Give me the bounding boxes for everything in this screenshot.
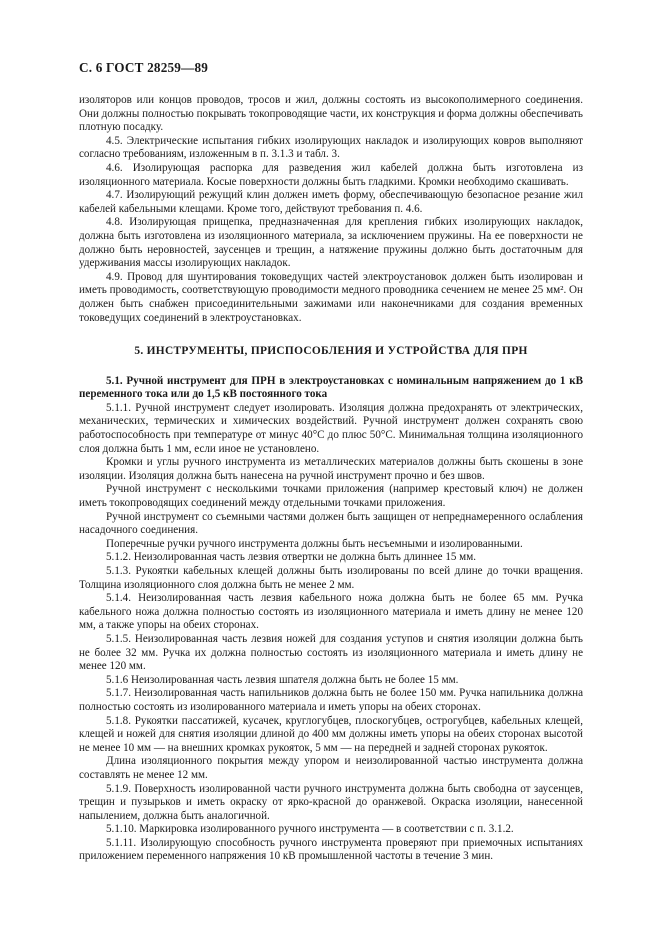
paragraph: Длина изоляционного покрытия между упором и неизолированной частью инструмента должна составлять не менее 12 мм. (79, 755, 583, 781)
paragraph: Кромки и углы ручного инструмента из металлических материалов должны быть скошены в зоне изоляции. Изоляция должна быть нанесена на ручной инструмент прочно и без швов. (79, 456, 583, 482)
paragraph: Поперечные ручки ручного инструмента должны быть несъемными и изолированными. (106, 537, 523, 550)
paragraph-continuation: изоляторов или концов проводов, тросов и жил, должны состоять из высокополимерного соединения. Они должны полностью покрывать токопроводящие части, их конструкция и форма должны обеспечивать плотную посадку. (79, 94, 583, 134)
paragraph: Ручной инструмент с несколькими точками приложения (например крестовый ключ) не должен иметь токопроводящих соединений между отдельными точками приложения. (79, 483, 583, 510)
paragraph-5-1-10: 5.1.10. Маркировка изолированного ручного инструмента — в соответствии с п. 3.1.2. (106, 823, 514, 836)
paragraph-4-7: 4.7. Изолирующий режущий клин должен иметь форму, обеспечивающую безопасное резание жил кабелей кабельными клещами. Кроме того, действуют требования п. 4.6. (79, 189, 583, 215)
paragraph-5-1-4: 5.1.4. Неизолированная часть лезвия кабельного ножа должна быть не более 65 мм. Ручка кабельного ножа должна полностью состоять из изоляционного материала и иметь длину не менее 120 мм, а также упоры на обеих сторонах. (79, 592, 583, 632)
subsection-title: 5.1. Ручной инструмент для ПРН в электроустановках с номинальным напряжением до 1 кВ переменного тока или до 1,5 кВ постоянного тока (79, 374, 583, 401)
paragraph-5-1-8: 5.1.8. Рукоятки пассатижей, кусачек, круглогубцев, плоскогубцев, острогубцев, кабельных клещей, клещей и ножей для снятия изоляции длиной до 400 мм должны иметь упоры на обеих сторонах высотой не менее 10 мм — на внешних кромках рукояток, 5 мм — на передней и задней сторонах рукояток. (79, 714, 583, 754)
paragraph-5-1-6: 5.1.6 Неизолированная часть лезвия шпателя должна быть не более 15 мм. (106, 673, 459, 686)
paragraph-5-1-9: 5.1.9. Поверхность изолированной части ручного инструмента должна быть свободна от заусенцев, трещин и пузырьков и иметь окраску от ярко-красной до оранжевой. Окраска изоляции, нанесенной напылением, должна быть аналогичной. (79, 782, 583, 822)
section-title: 5. ИНСТРУМЕНТЫ, ПРИСПОСОБЛЕНИЯ И УСТРОЙСТВА ДЛЯ ПРН (134, 345, 528, 358)
paragraph-4-8: 4.8. Изолирующая прищепка, предназначенная для крепления гибких изолирующих накладок, должна быть изготовлена из изоляционного материала, за исключением пружины. На ее поверхности не должно быть неровностей, заусенцев и трещин, а натяжение пружины должно быть достаточным для удерживания массы изолирующих накладок. (79, 216, 583, 270)
paragraph-4-5: 4.5. Электрические испытания гибких изолирующих накладок и изолирующих ковров выполняют согласно требованиям, изложенным в п. 3.1.3 и табл. 3. (79, 134, 583, 161)
paragraph-5-1-11: 5.1.11. Изолирующую способность ручного инструмента проверяют при приемочных испытаниях приложением переменного напряжения 10 кВ промышленной частоты в течение 3 мин. (79, 836, 583, 863)
paragraph-4-9: 4.9. Провод для шунтирования токоведущих частей электроустановок должен быть изолирован и иметь проводимость, соответствующую проводимости медного проводника сечением не менее 25 мм². Он должен быть снабжен присоединительными зажимами или наконечниками для создания временных токоведущих соединений в электроустановках. (79, 270, 583, 324)
paragraph: Ручной инструмент со съемными частями должен быть защищен от непреднамеренного ослабления насадочного соединения. (79, 510, 583, 537)
paragraph-5-1-1: 5.1.1. Ручной инструмент следует изолировать. Изоляция должна предохранять от электрических, механических, термических и химических воздействий. Ручной инструмент должен сохранять свою работоспособность при температуре от минус 40°С до плюс 50°С. Минимальная толщина изоляционного слоя должна быть 1 мм, если иное не установлено. (79, 401, 583, 455)
paragraph-5-1-7: 5.1.7. Неизолированная часть напильников должна быть не более 150 мм. Ручка напильника должна полностью состоять из изолированного материала и иметь упоры на обеих сторонах. (79, 687, 583, 713)
paragraph-4-6: 4.6. Изолирующая распорка для разведения жил кабелей должна быть изготовлена из изоляционного материала. Косые поверхности должны быть гладкими. Кромки необходимо скашивать. (79, 161, 583, 188)
paragraph-5-1-5: 5.1.5. Неизолированная часть лезвия ножей для создания уступов и снятия изоляции должна быть не более 32 мм. Ручка их должна полностью состоять из изоляционного материала и иметь длину не менее 120 мм. (79, 632, 583, 673)
paragraph-5-1-2: 5.1.2. Неизолированная часть лезвия отвертки не должна быть длиннее 15 мм. (106, 551, 476, 564)
paragraph-5-1-3: 5.1.3. Рукоятки кабельных клещей должны быть изолированы по всей длине до точки вращения. Толщина изоляционного слоя должна быть не менее 2 мм. (79, 565, 583, 591)
page-header: С. 6 ГОСТ 28259—89 (79, 60, 209, 75)
document-body (79, 94, 583, 864)
